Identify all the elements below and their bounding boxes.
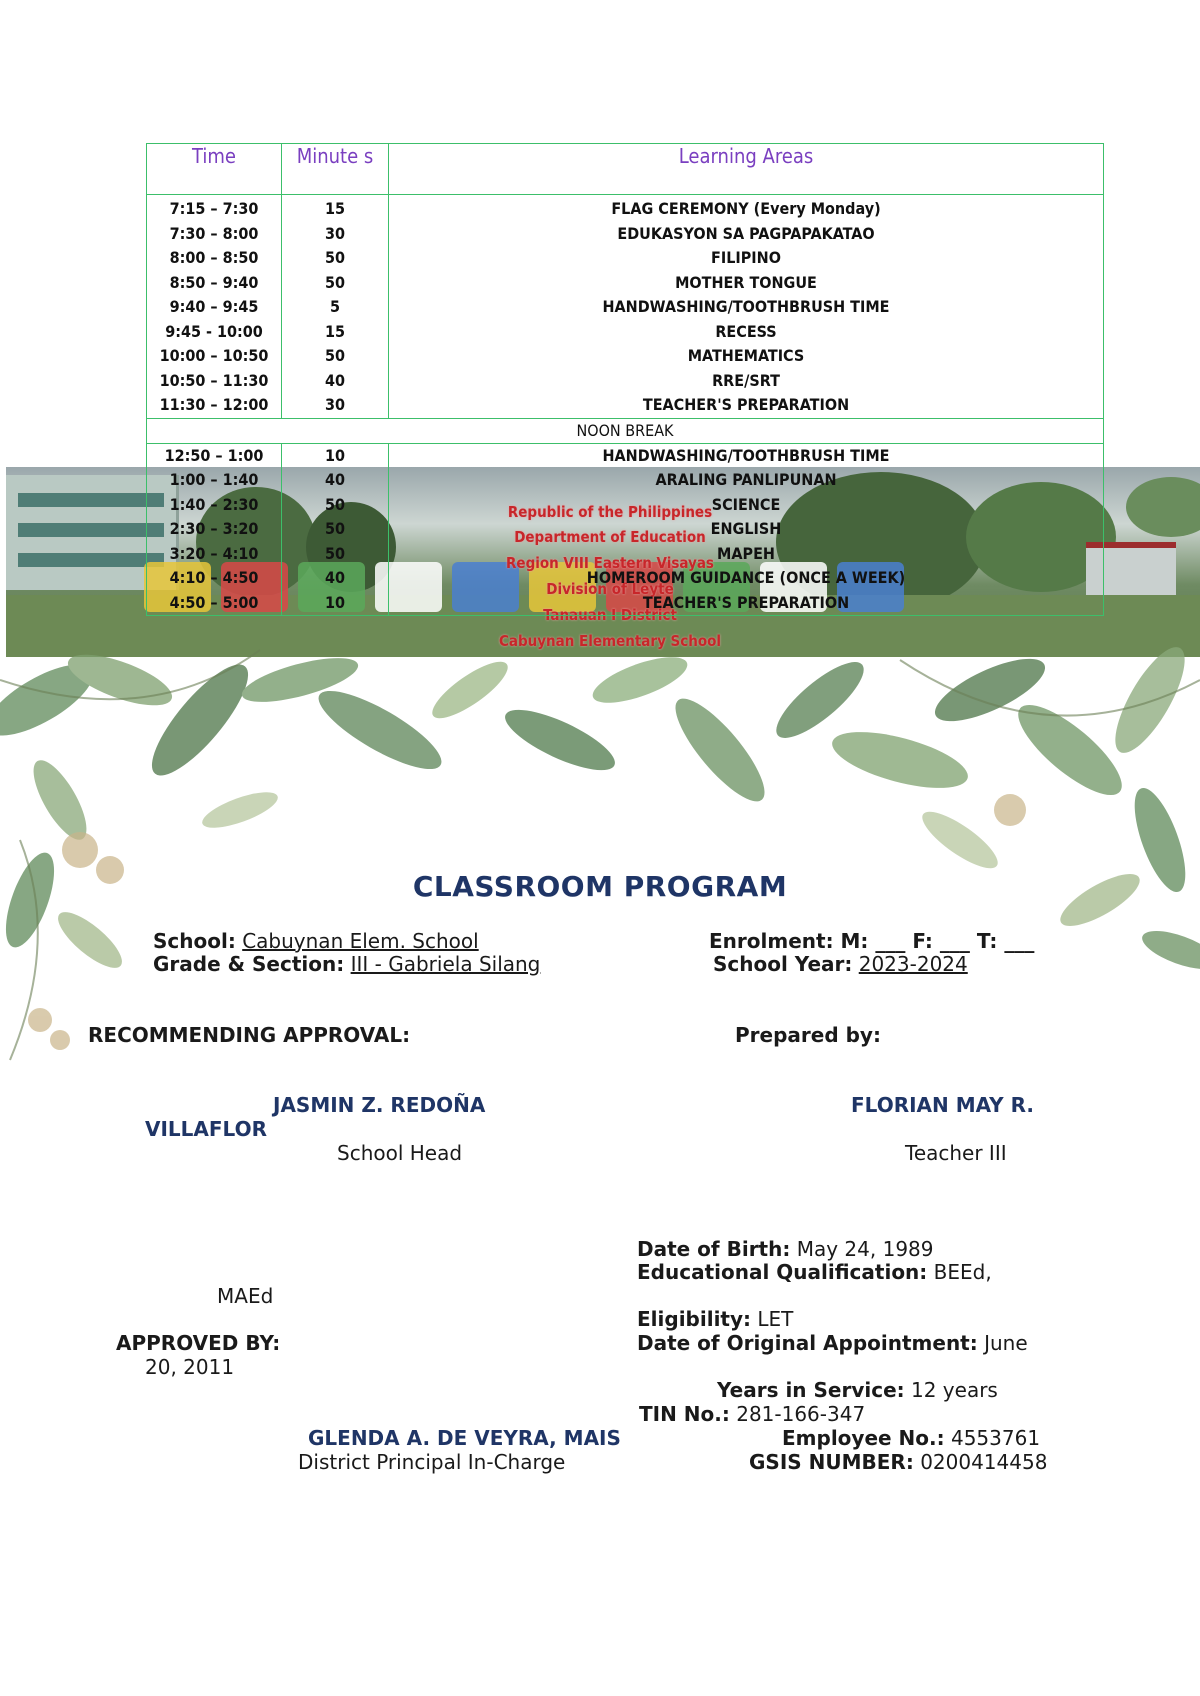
overlay-line-2: Department of Education [514,528,706,546]
prepared-by-label: Prepared by: [735,1023,881,1047]
school-year-label: School Year: [713,952,853,976]
schedule-row [147,295,1104,320]
teacher-title: Teacher III [905,1141,1007,1165]
tin-line [639,1402,865,1426]
schedule-row [147,443,1104,468]
school-label: School: [153,929,236,953]
time-cell: 1:00 – 1:40 [147,468,282,493]
grade-label: Grade & Section: [153,952,345,976]
minutes-cell: 10 [282,591,389,616]
schedule-row [147,591,1104,616]
time-cell: 9:45 - 10:00 [147,320,282,345]
learning-area-cell: RRE/SRT [389,369,1104,394]
document-title: CLASSROOM PROGRAM [412,870,788,903]
school-head-title: School Head [337,1141,463,1165]
learning-area-cell: MOTHER TONGUE [389,271,1104,296]
schedule-row [147,566,1104,591]
minutes-cell: 40 [282,369,389,394]
minutes-cell: 50 [282,344,389,369]
grade-value: III - Gabriela Silang [350,952,541,976]
education-label: Educational Qualification: [637,1260,928,1284]
appointment-line [637,1331,1028,1355]
header-time: Time [147,144,282,195]
grade-line [153,952,540,976]
eligibility-value: LET [757,1307,794,1331]
minutes-cell: 50 [282,542,389,567]
time-cell: 12:50 – 1:00 [147,443,282,468]
years-service-line [717,1378,998,1402]
school-head-name-cont: VILLAFLOR [145,1117,267,1141]
appointment-label: Date of Original Appointment: [637,1331,978,1355]
school-year-line [713,952,968,976]
time-cell: 11:30 – 12:00 [147,393,282,418]
learning-area-cell: HANDWASHING/TOOTHBRUSH TIME [389,295,1104,320]
appointment-value-cont: 20, 2011 [145,1355,235,1379]
learning-area-cell: HOMEROOM GUIDANCE (ONCE A WEEK) [389,566,1104,591]
teacher-name: FLORIAN MAY R. [851,1093,1034,1117]
district-principal-name: GLENDA A. DE VEYRA, MAIS [308,1426,621,1450]
time-cell: 8:00 – 8:50 [147,246,282,271]
minutes-cell: 40 [282,566,389,591]
learning-area-cell: TEACHER'S PREPARATION [389,393,1104,418]
school-line [153,929,479,953]
employee-no-line [782,1426,1040,1450]
time-cell: 8:50 – 9:40 [147,271,282,296]
schedule-row [147,320,1104,345]
dob-value: May 24, 1989 [796,1237,934,1261]
noon-break-label: NOON BREAK [147,418,1104,443]
dob-label: Date of Birth: [637,1237,791,1261]
schedule-row [147,246,1104,271]
overlay-line-6: Cabuynan Elementary School [498,632,722,650]
overlay-line-3: Region VIII Eastern Visayas [506,554,714,572]
minutes-cell: 50 [282,246,389,271]
learning-area-cell: FILIPINO [389,246,1104,271]
years-service-label: Years in Service: [717,1378,905,1402]
time-cell: 4:50 – 5:00 [147,591,282,616]
overlay-line-4: Division of Leyte [546,580,674,598]
schedule-row [147,493,1104,518]
gsis-line [749,1450,1047,1474]
schedule-table [146,143,1104,616]
gsis-label: GSIS NUMBER: [749,1450,914,1474]
schedule-row [147,468,1104,493]
enrolment-line: Enrolment: M: ___ F: ___ T: ___ [709,929,1035,953]
time-cell: 3:20 – 4:10 [147,542,282,567]
time-cell: 7:15 – 7:30 [147,195,282,222]
approved-by-label: APPROVED BY: [116,1331,281,1355]
schedule-row [147,517,1104,542]
learning-area-cell: MAPEH [389,542,1104,567]
eligibility-label: Eligibility: [637,1307,752,1331]
education-value: BEEd, [933,1260,992,1284]
learning-area-cell: FLAG CEREMONY (Every Monday) [389,195,1104,222]
schedule-row [147,271,1104,296]
schedule-row [147,344,1104,369]
time-cell: 2:30 – 3:20 [147,517,282,542]
time-cell: 9:40 – 9:45 [147,295,282,320]
time-cell: 1:40 – 2:30 [147,493,282,518]
schedule-row [147,195,1104,222]
schedule-row [147,369,1104,394]
schedule-row [147,393,1104,418]
schedule-row [147,222,1104,247]
learning-area-cell: RECESS [389,320,1104,345]
dob-line [637,1237,934,1261]
noon-break-row [147,418,1104,443]
employee-no-value: 4553761 [950,1426,1041,1450]
school-value: Cabuynan Elem. School [242,929,479,953]
recommending-approval-label: RECOMMENDING APPROVAL: [88,1023,411,1047]
time-cell: 4:10 – 4:50 [147,566,282,591]
overlay-line-1: Republic of the Philippines [507,503,713,521]
minutes-cell: 15 [282,320,389,345]
watercolor-leaves-decoration [0,640,1200,1080]
minutes-cell: 30 [282,222,389,247]
appointment-value: June [984,1331,1028,1355]
school-year-value: 2023-2024 [858,952,968,976]
header-learning-areas: Learning Areas [389,144,1104,195]
minutes-cell: 50 [282,271,389,296]
learning-area-cell: EDUKASYON SA PAGPAPAKATAO [389,222,1104,247]
overlay-line-5: Tanauan I District [543,606,677,624]
learning-area-cell: ENGLISH [389,517,1104,542]
years-service-value: 12 years [911,1378,998,1402]
time-cell: 10:50 – 11:30 [147,369,282,394]
district-principal-title: District Principal In-Charge [298,1450,566,1474]
learning-area-cell: MATHEMATICS [389,344,1104,369]
minutes-cell: 40 [282,468,389,493]
minutes-cell: 50 [282,517,389,542]
learning-area-cell: HANDWASHING/TOOTHBRUSH TIME [389,443,1104,468]
learning-area-cell: SCIENCE [389,493,1104,518]
minutes-cell: 15 [282,195,389,222]
tin-value: 281-166-347 [736,1402,866,1426]
employee-no-label: Employee No.: [782,1426,945,1450]
education-line [637,1260,992,1284]
minutes-cell: 10 [282,443,389,468]
time-cell: 10:00 – 10:50 [147,344,282,369]
header-minutes: Minute s [282,144,389,195]
tin-label: TIN No.: [639,1402,730,1426]
learning-area-cell: TEACHER'S PREPARATION [389,591,1104,616]
education-value-cont: MAEd [217,1284,274,1308]
minutes-cell: 5 [282,295,389,320]
learning-area-cell: ARALING PANLIPUNAN [389,468,1104,493]
eligibility-line [637,1307,793,1331]
schedule-row [147,542,1104,567]
gsis-value: 0200414458 [920,1450,1048,1474]
school-head-name: JASMIN Z. REDOÑA [273,1093,486,1117]
minutes-cell: 30 [282,393,389,418]
time-cell: 7:30 – 8:00 [147,222,282,247]
minutes-cell: 50 [282,493,389,518]
